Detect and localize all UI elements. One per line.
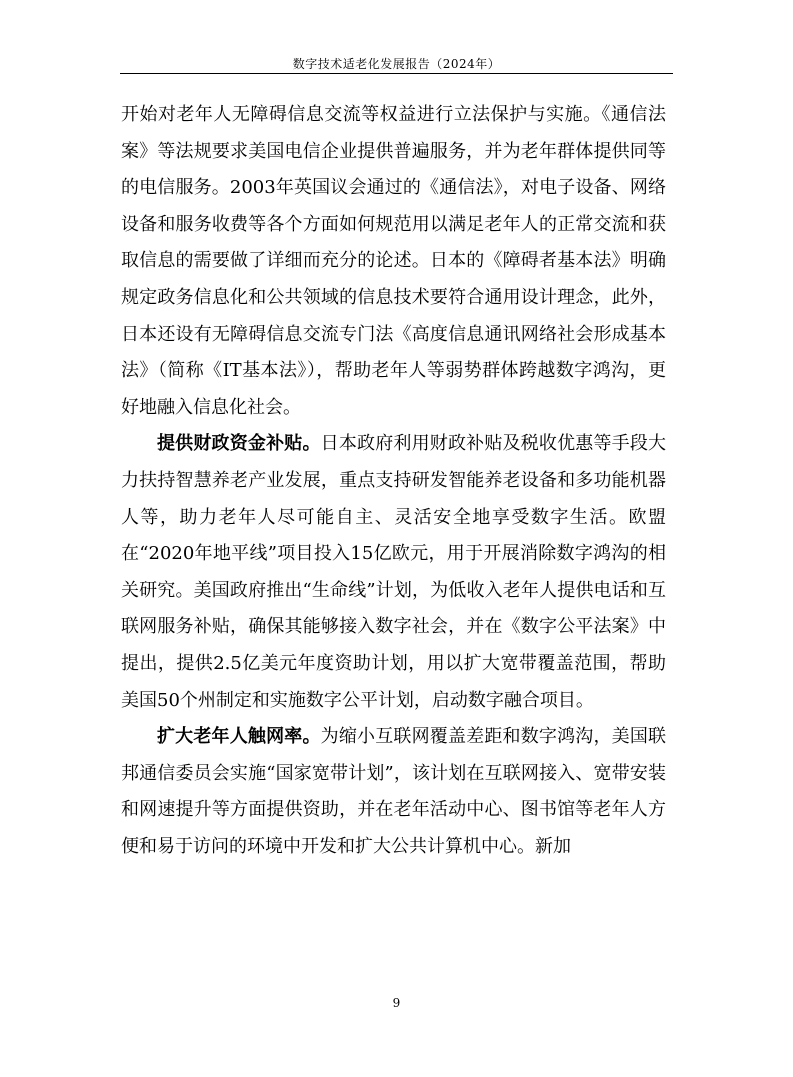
paragraph-text: 为缩小互联网覆盖差距和数字鸿沟，美国联邦通信委员会实施“国家宽带计划”，该计划在互联网接入、宽带安装和网速提升等方面提供资助，并在老年活动中心、图书馆等老年人方便和易于访问的环境中开发和扩大公共计算机中心。新加: [121, 726, 667, 857]
running-header: 数字技术适老化发展报告（2024年）: [292, 57, 501, 71]
paragraph-lead: 扩大老年人触网率。: [157, 726, 321, 748]
paragraph-lead: 提供财政资金补贴。: [157, 433, 321, 455]
body-text: [121, 97, 666, 865]
header-rule: [120, 73, 673, 74]
paragraph-text: 日本政府利用财政补贴及税收优惠等手段大力扶持智慧养老产业发展，重点支持研发智能养老设备和多功能机器人等，助力老年人尽可能自主、灵活安全地享受数字生活。欧盟在“2020年地平线”项目投入15亿欧元，用于开展消除数字鸿沟的相关研究。美国政府推出“生命线”计划，为低收入老年人提供电话和互联网服务补贴，确保其能够接入数字社会，并在《数字公平法案》中提出，提供2.5亿美元年度资助计划，用以扩大宽带覆盖范围，帮助美国50个州制定和实施数字公平计划，启动数字融合项目。: [121, 433, 667, 711]
page-number: 9: [392, 996, 401, 1010]
paragraph-fiscal-subsidy: [121, 426, 666, 719]
paragraph-continuation: [121, 97, 666, 426]
paragraph-text: 开始对老年人无障碍信息交流等权益进行立法保护与实施。《通信法案》等法规要求美国电信企业提供普遍服务，并为老年群体提供同等的电信服务。2003年英国议会通过的《通信法》，对电子设备、网络设备和服务收费等各个方面如何规范用以满足老年人的正常交流和获取信息的需要做了详细而充分的论述。日本的《障碍者基本法》明确规定政务信息化和公共领域的信息技术要符合通用设计理念，此外，日本还设有无障碍信息交流专门法《高度信息通讯网络社会形成基本法》（简称《IT基本法》），帮助老年人等弱势群体跨越数字鸿沟，更好地融入信息化社会。: [121, 104, 666, 418]
paragraph-internet-access: [121, 719, 666, 865]
